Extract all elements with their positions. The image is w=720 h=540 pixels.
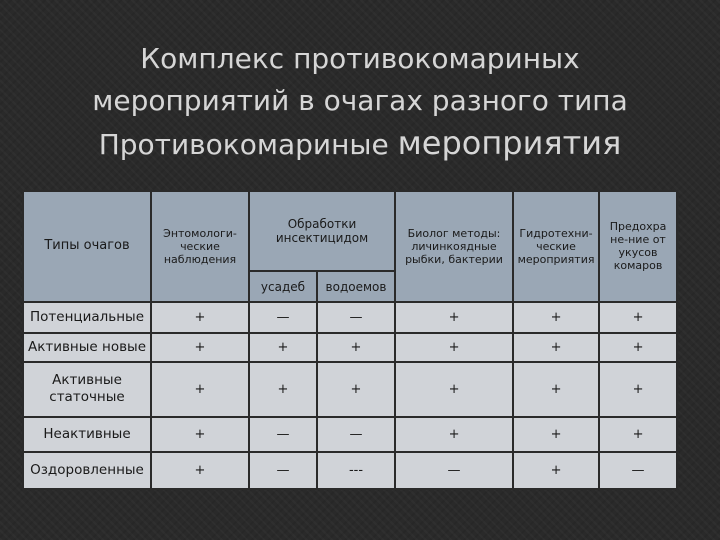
header-sub-water: водоемов xyxy=(317,271,395,302)
table-cell: + xyxy=(151,362,249,417)
table-cell: — xyxy=(395,452,513,489)
table-cell: --- xyxy=(317,452,395,489)
table-cell: + xyxy=(395,302,513,333)
measures-table xyxy=(22,190,678,490)
title-line-1: Комплекс противокомариных xyxy=(140,42,580,75)
table-cell: + xyxy=(395,333,513,362)
table-cell: + xyxy=(599,333,677,362)
table-row xyxy=(23,452,677,489)
table-cell: + xyxy=(151,417,249,452)
slide-title xyxy=(0,38,720,166)
table-cell: + xyxy=(249,362,317,417)
table-cell: — xyxy=(249,302,317,333)
header-protection: Предохра не-ние от укусов комаров xyxy=(599,191,677,302)
title-line-3 xyxy=(0,122,720,166)
table-row xyxy=(23,417,677,452)
table-cell: — xyxy=(249,452,317,489)
row-label: Оздоровленные xyxy=(23,452,151,489)
row-label: Активные статочные xyxy=(23,362,151,417)
header-sub-estates: усадеб xyxy=(249,271,317,302)
table-cell: + xyxy=(317,333,395,362)
header-biological: Биолог методы: личинкоядные рыбки, бактерии xyxy=(395,191,513,302)
row-label: Активные новые xyxy=(23,333,151,362)
header-types: Типы очагов xyxy=(23,191,151,302)
table-cell: — xyxy=(249,417,317,452)
table-cell: — xyxy=(317,302,395,333)
table-cell: + xyxy=(151,333,249,362)
title-line-3-part-b: мероприятия xyxy=(397,124,622,162)
table-cell: + xyxy=(151,452,249,489)
table-cell: + xyxy=(513,452,599,489)
title-line-3-part-a: Противокомариные xyxy=(98,128,398,161)
table-cell: + xyxy=(513,417,599,452)
header-hydrotech: Гидротехни-ческие мероприятия xyxy=(513,191,599,302)
table-cell: + xyxy=(513,302,599,333)
title-line-2: мероприятий в очагах разного типа xyxy=(92,84,628,117)
row-label: Неактивные xyxy=(23,417,151,452)
table-cell: + xyxy=(151,302,249,333)
table-cell: + xyxy=(317,362,395,417)
table-cell: + xyxy=(513,362,599,417)
table-row xyxy=(23,302,677,333)
header-insecticide: Обработки инсектицидом xyxy=(249,191,395,271)
table-cell: + xyxy=(599,417,677,452)
header-entomology: Энтомологи-ческие наблюдения xyxy=(151,191,249,302)
table-cell: — xyxy=(599,452,677,489)
table-cell: — xyxy=(317,417,395,452)
table-cell: + xyxy=(599,302,677,333)
table-cell: + xyxy=(395,417,513,452)
table-row xyxy=(23,333,677,362)
row-label: Потенциальные xyxy=(23,302,151,333)
table-cell: + xyxy=(513,333,599,362)
table-row xyxy=(23,362,677,417)
table-cell: + xyxy=(395,362,513,417)
table-cell: + xyxy=(249,333,317,362)
table-cell: + xyxy=(599,362,677,417)
